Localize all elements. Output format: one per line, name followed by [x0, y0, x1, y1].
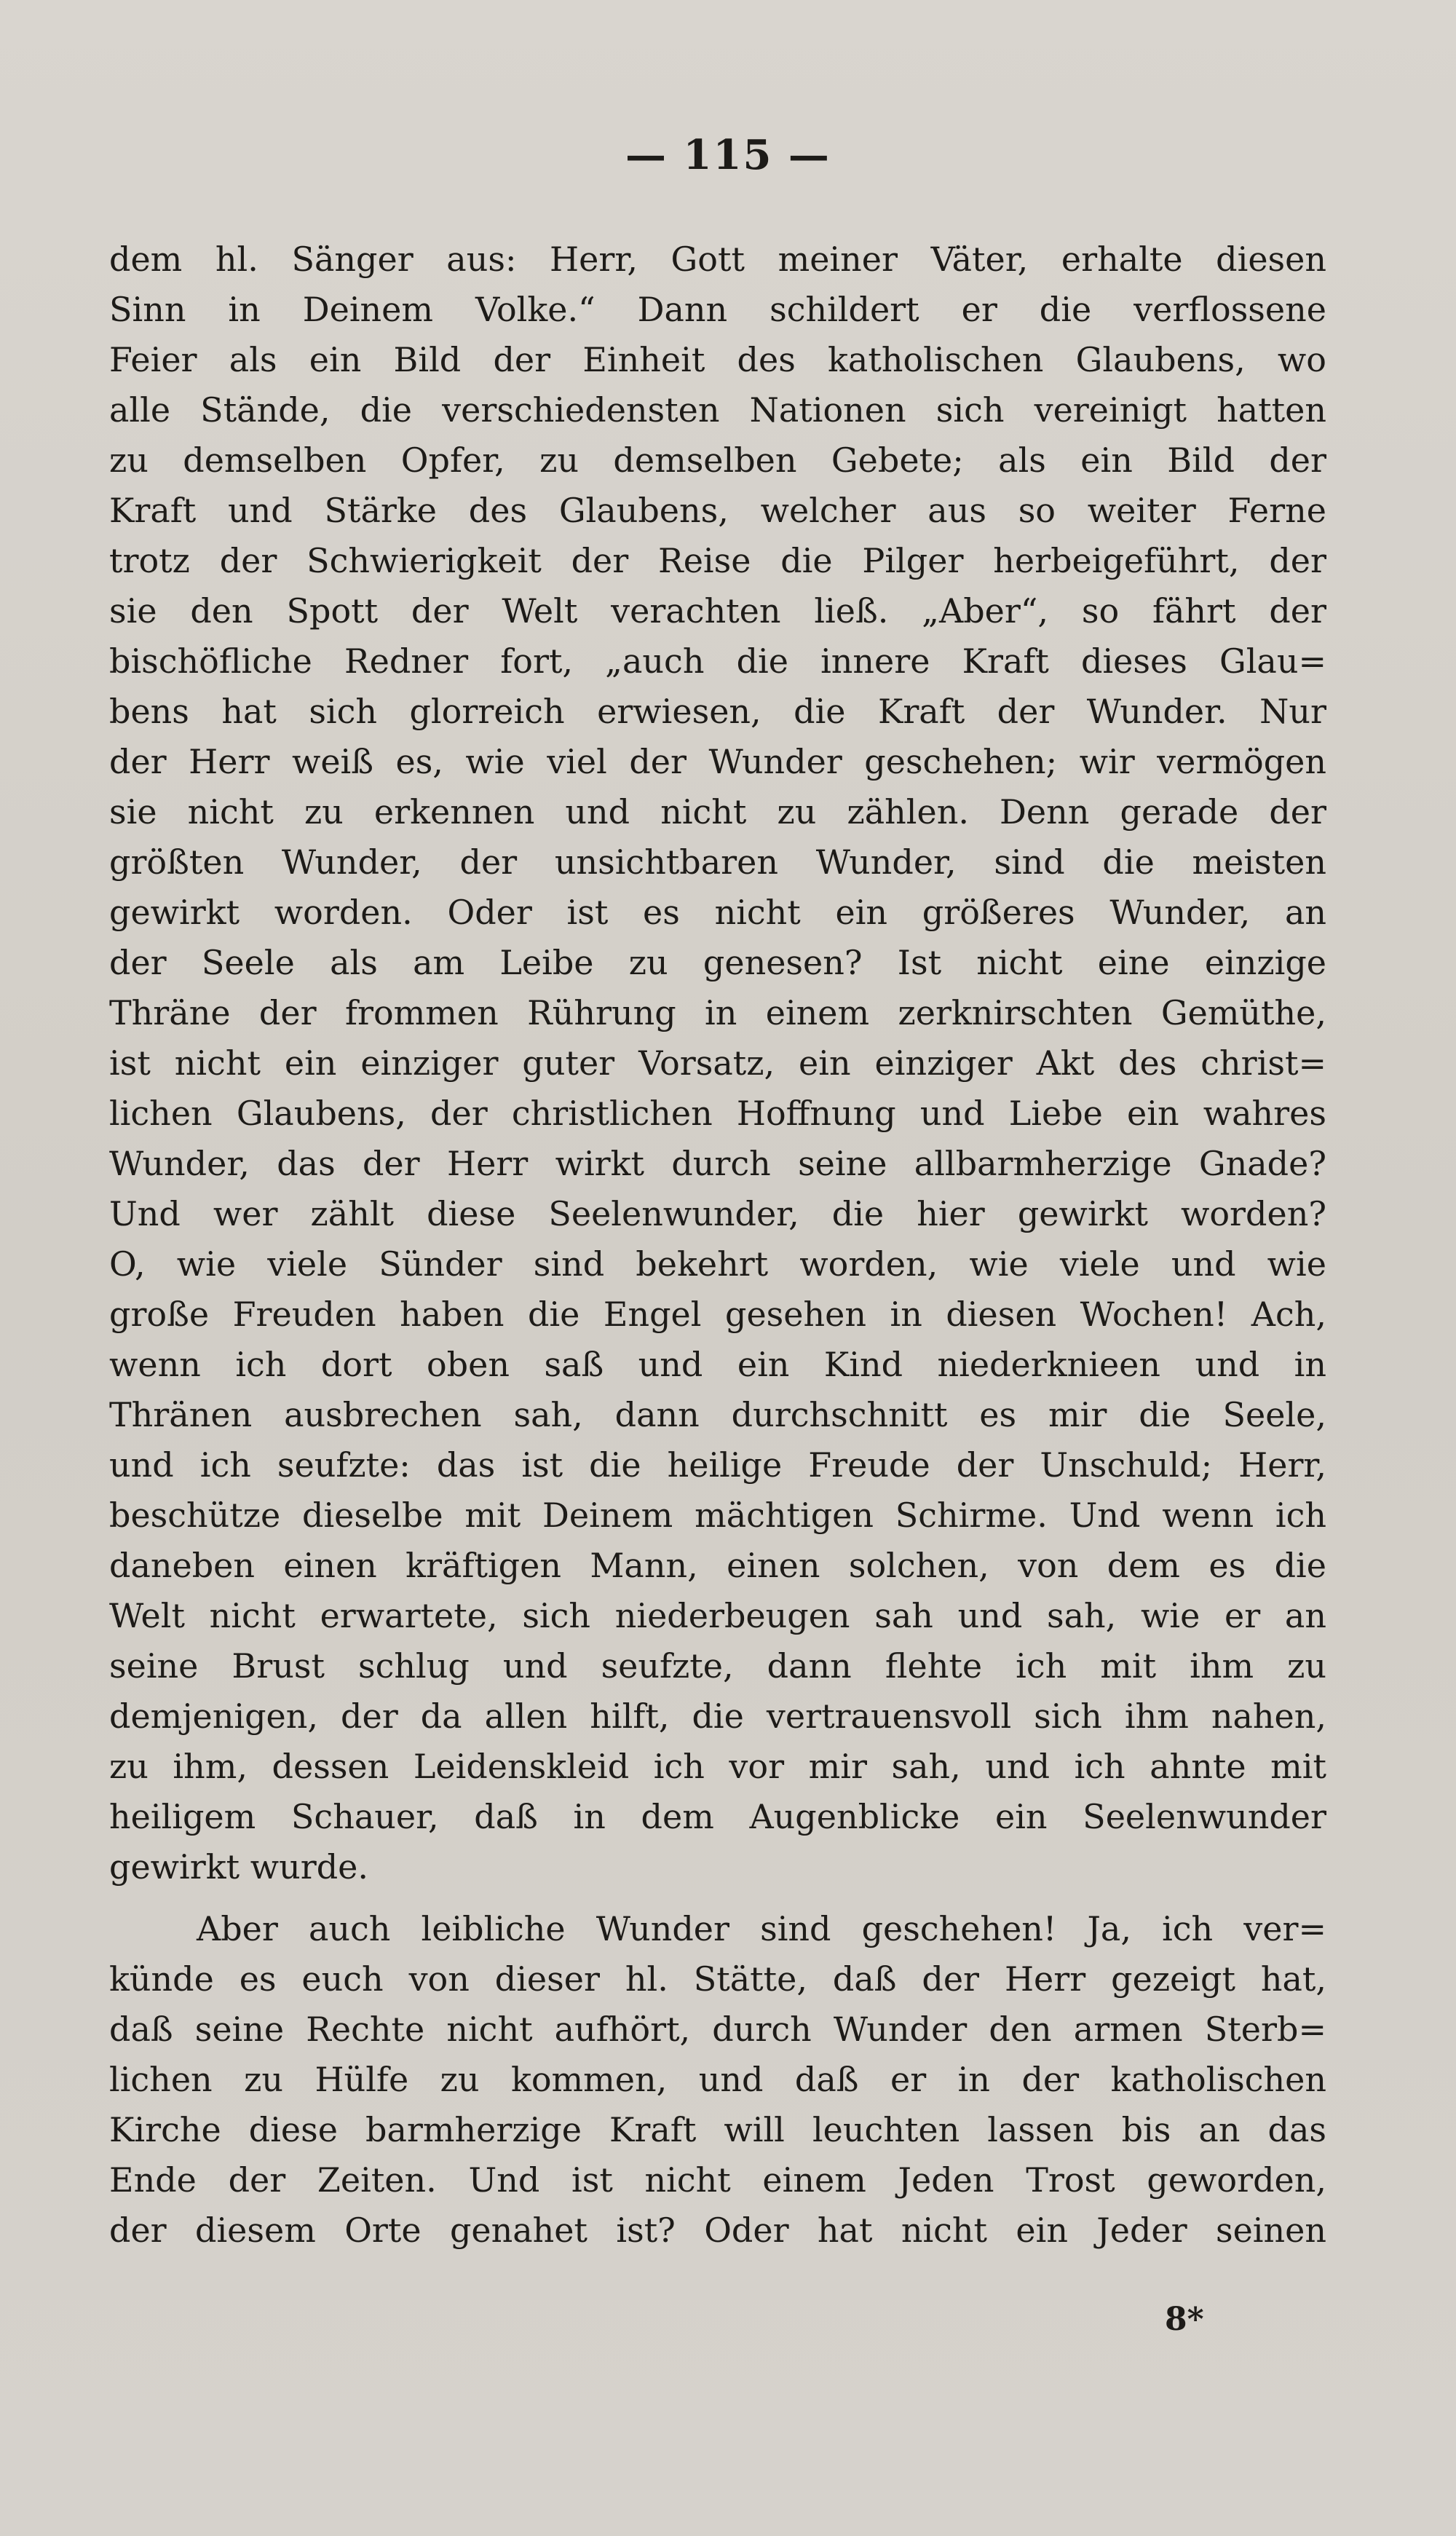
paragraph-1	[109, 234, 1326, 1892]
text-line: Welt nicht erwartete, sich niederbeugen sah und sah, wie er an	[109, 1596, 1326, 1635]
text-line: der Herr weiß es, wie viel der Wunder geschehen; wir vermögen	[109, 742, 1326, 781]
text-line: Und wer zählt diese Seelenwunder, die hier gewirkt worden?	[109, 1194, 1326, 1233]
text-line: seine Brust schlug und seufzte, dann flehte ich mit ihm zu	[109, 1646, 1326, 1686]
text-line: zu ihm, dessen Leidenskleid ich vor mir sah, und ich ahnte mit	[109, 1747, 1326, 1786]
text-line: größten Wunder, der unsichtbaren Wunder, sind die meisten	[109, 842, 1326, 882]
text-line: Ende der Zeiten. Und ist nicht einem Jeden Trost geworden,	[109, 2160, 1326, 2200]
text-line: trotz der Schwierigkeit der Reise die Pilger herbeigeführt, der	[109, 541, 1326, 580]
text-line: lichen Glaubens, der christlichen Hoffnung und Liebe ein wahres	[109, 1094, 1326, 1133]
text-line: Kraft und Stärke des Glaubens, welcher aus so weiter Ferne	[109, 491, 1326, 530]
text-line: Feier als ein Bild der Einheit des katholischen Glaubens, wo	[109, 340, 1326, 379]
text-line: gewirkt worden. Oder ist es nicht ein größeres Wunder, an	[109, 893, 1326, 932]
text-line: Aber auch leibliche Wunder sind geschehen! Ja, ich ver=	[197, 1909, 1326, 1948]
text-line: zu demselben Opfer, zu demselben Gebete; als ein Bild der	[109, 441, 1326, 480]
text-line: künde es euch von dieser hl. Stätte, daß der Herr gezeigt hat,	[109, 1959, 1326, 1999]
text-line: wenn ich dort oben saß und ein Kind niederknieen und in	[109, 1345, 1326, 1384]
text-line: bens hat sich glorreich erwiesen, die Kraft der Wunder. Nur	[109, 692, 1326, 731]
text-line: sie den Spott der Welt verachten ließ. „Aber“, so fährt der	[109, 591, 1326, 631]
text-line: alle Stände, die verschiedensten Nationen sich vereinigt hatten	[109, 390, 1326, 430]
text-line: Thräne der frommen Rührung in einem zerknirschten Gemüthe,	[109, 993, 1326, 1032]
text-line: demjenigen, der da allen hilft, die vertrauensvoll sich ihm nahen,	[109, 1696, 1326, 1736]
text-line: daneben einen kräftigen Mann, einen solchen, von dem es die	[109, 1546, 1326, 1585]
text-line: große Freuden haben die Engel gesehen in diesen Wochen! Ach,	[109, 1295, 1326, 1334]
text-line: Thränen ausbrechen sah, dann durchschnitt es mir die Seele,	[109, 1395, 1326, 1434]
text-line: daß seine Rechte nicht aufhört, durch Wunder den armen Sterb=	[109, 2010, 1326, 2049]
text-line: Sinn in Deinem Volke.“ Dann schildert er die verflossene	[109, 290, 1326, 329]
text-line: dem hl. Sänger aus: Herr, Gott meiner Väter, erhalte diesen	[109, 240, 1326, 279]
page-number: — 115 —	[625, 131, 831, 179]
text-line: bischöfliche Redner fort, „auch die innere Kraft dieses Glau=	[109, 641, 1326, 681]
text-line: O, wie viele Sünder sind bekehrt worden, wie viele und wie	[109, 1244, 1326, 1284]
text-line: der Seele als am Leibe zu genesen? Ist nicht eine einzige	[109, 943, 1326, 982]
text-line: ist nicht ein einziger guter Vorsatz, ein einziger Akt des christ=	[109, 1043, 1326, 1083]
page-body	[109, 234, 1326, 2256]
text-line: sie nicht zu erkennen und nicht zu zählen. Denn gerade der	[109, 792, 1326, 831]
text-line: Wunder, das der Herr wirkt durch seine allbarmherzige Gnade?	[109, 1144, 1326, 1183]
signature-mark: 8*	[1165, 2301, 1204, 2338]
text-line: lichen zu Hülfe zu kommen, und daß er in der katholischen	[109, 2060, 1326, 2099]
text-line: gewirkt wurde.	[109, 1847, 369, 1887]
text-line: Kirche diese barmherzige Kraft will leuchten lassen bis an das	[109, 2110, 1326, 2149]
text-line: und ich seufzte: das ist die heilige Freude der Unschuld; Herr,	[109, 1445, 1326, 1485]
paragraph-2	[109, 1904, 1326, 2256]
text-line: heiligem Schauer, daß in dem Augenblicke ein Seelenwunder	[109, 1797, 1326, 1836]
text-line: beschütze dieselbe mit Deinem mächtigen Schirme. Und wenn ich	[109, 1496, 1326, 1535]
paragraph-gap	[109, 1892, 1326, 1904]
text-line: der diesem Orte genahet ist? Oder hat nicht ein Jeder seinen	[109, 2211, 1326, 2250]
